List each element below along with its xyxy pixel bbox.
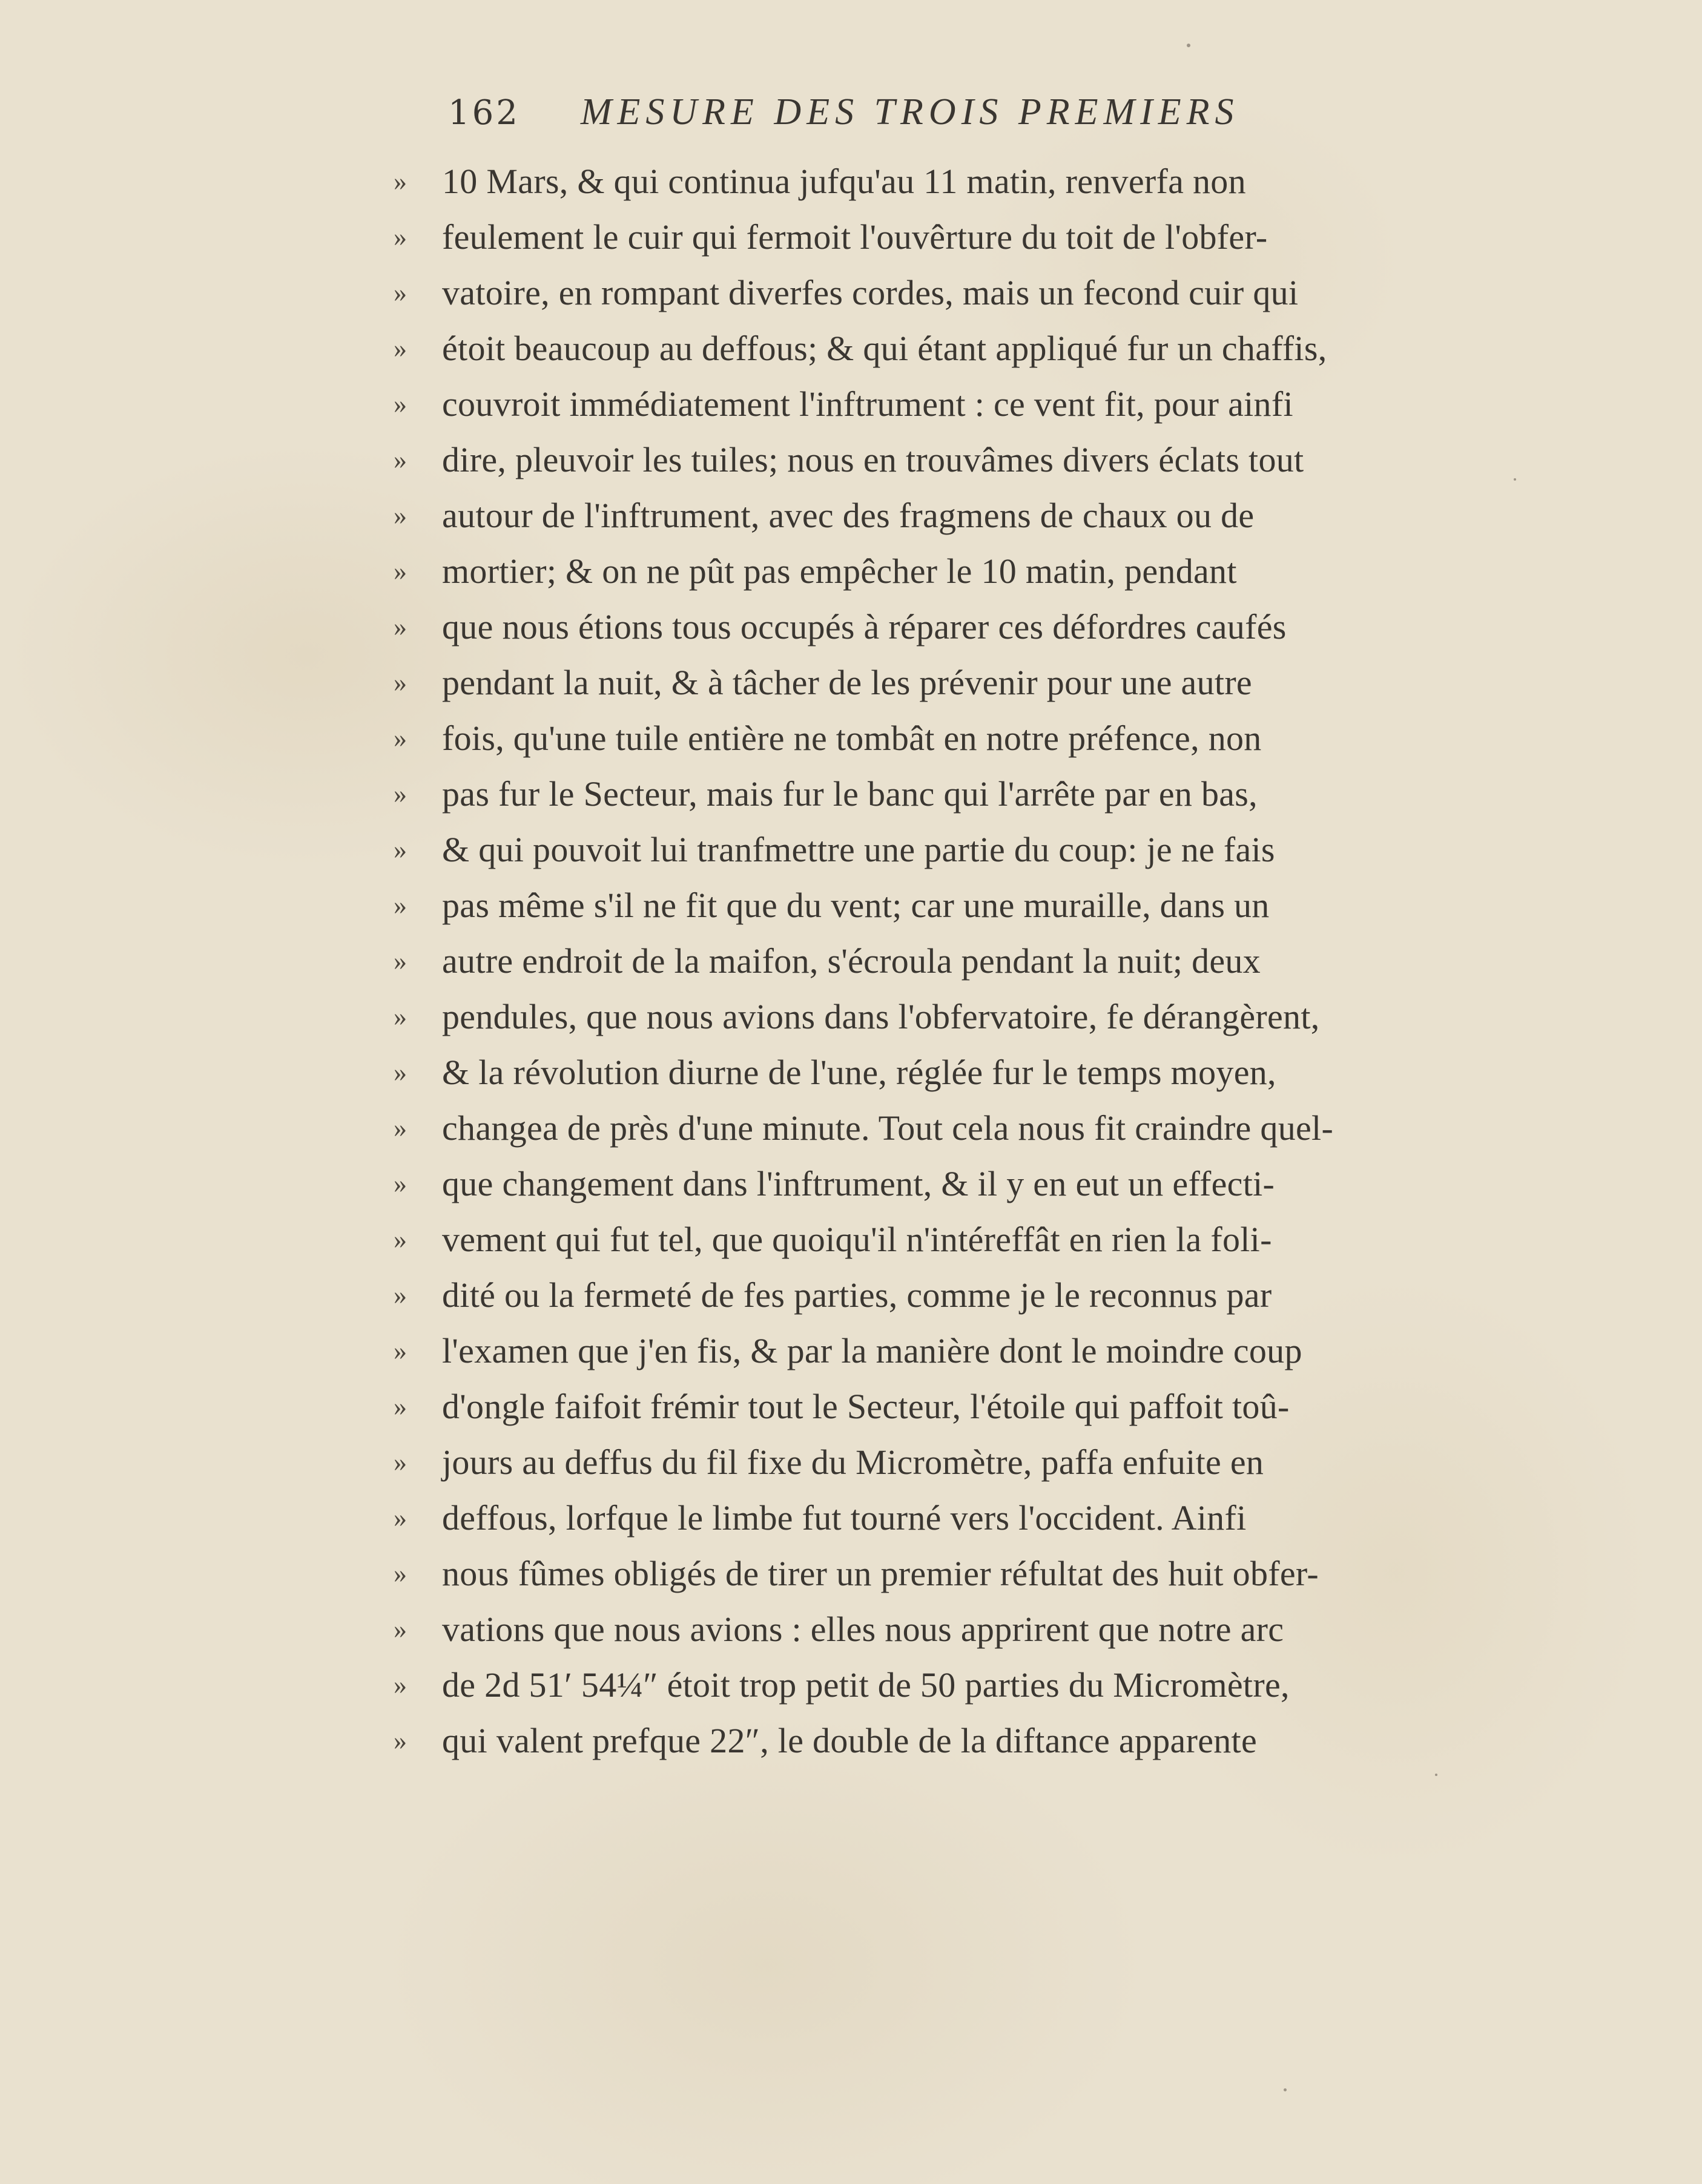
text-line-11 — [394, 711, 1435, 766]
line-text: autour de l'inftrument, avec des fragmens de chaux ou de — [442, 496, 1255, 535]
text-line-15 — [394, 933, 1435, 989]
text-line-23 — [394, 1379, 1435, 1435]
line-text: couvroit immédiatement l'inftrument : ce vent fit, pour ainfi — [442, 384, 1293, 424]
quotation-mark: » — [394, 278, 407, 308]
text-line-8 — [394, 544, 1435, 599]
quotation-mark: » — [394, 1670, 407, 1700]
quotation-mark: » — [394, 1169, 407, 1199]
quotation-mark: » — [394, 1225, 407, 1254]
quotation-mark: » — [394, 334, 407, 363]
line-text: autre endroit de la maifon, s'écroula pendant la nuit; deux — [442, 941, 1261, 981]
ink-speck — [1435, 1774, 1437, 1776]
text-line-6 — [394, 432, 1435, 488]
text-line-2 — [394, 209, 1435, 265]
quotation-mark: » — [394, 389, 407, 419]
ink-speck — [1284, 2088, 1287, 2091]
quotation-mark: » — [394, 1503, 407, 1533]
text-line-12 — [394, 766, 1435, 822]
running-title: MESURE DES TROIS PREMIERS — [580, 91, 1239, 133]
quotation-mark: » — [394, 1614, 407, 1644]
quotation-mark: » — [394, 668, 407, 697]
line-text: pas même s'il ne fit que du vent; car une muraille, dans un — [442, 886, 1270, 925]
line-text: que nous étions tous occupés à réparer ces défordres caufés — [442, 607, 1287, 646]
line-text: dité ou la fermeté de fes parties, comme je le reconnus par — [442, 1275, 1272, 1315]
line-text: & la révolution diurne de l'une, réglée fur le temps moyen, — [442, 1053, 1276, 1092]
line-text: d'ongle faifoit frémir tout le Secteur, l'étoile qui paffoit toû- — [442, 1387, 1290, 1426]
quotation-mark: » — [394, 1113, 407, 1143]
quotation-mark: » — [394, 1392, 407, 1421]
quotation-mark: » — [394, 445, 407, 475]
line-text: fois, qu'une tuile entière ne tombât en notre préfence, non — [442, 719, 1262, 758]
text-line-16 — [394, 989, 1435, 1045]
line-text: mortier; & on ne pût pas empêcher le 10 matin, pendant — [442, 551, 1237, 591]
text-line-25 — [394, 1490, 1435, 1546]
quotation-mark: » — [394, 1057, 407, 1087]
quotation-mark: » — [394, 1447, 407, 1477]
line-text: qui valent prefque 22″, le double de la diftance apparente — [442, 1721, 1257, 1760]
text-line-1 — [394, 154, 1435, 209]
text-line-9 — [394, 599, 1435, 655]
text-line-17 — [394, 1045, 1435, 1100]
text-line-18 — [394, 1100, 1435, 1156]
text-line-19 — [394, 1156, 1435, 1212]
line-text: dire, pleuvoir les tuiles; nous en trouvâmes divers éclats tout — [442, 440, 1304, 479]
line-text: que changement dans l'inftrument, & il y en eut un effecti- — [442, 1164, 1275, 1203]
line-text: pendant la nuit, & à tâcher de les prévenir pour une autre — [442, 663, 1252, 702]
text-line-28 — [394, 1657, 1435, 1713]
page-header — [448, 91, 1356, 145]
text-line-10 — [394, 655, 1435, 711]
line-text: nous fûmes obligés de tirer un premier réfultat des huit obfer- — [442, 1554, 1319, 1593]
line-text: vement qui fut tel, que quoiqu'il n'intéreffât en rien la foli- — [442, 1220, 1272, 1259]
text-line-5 — [394, 377, 1435, 432]
text-line-3 — [394, 265, 1435, 321]
text-line-24 — [394, 1435, 1435, 1490]
quotation-mark: » — [394, 612, 407, 642]
line-text: de 2d 51′ 54¼″ étoit trop petit de 50 parties du Micromètre, — [442, 1665, 1290, 1705]
quotation-mark: » — [394, 1336, 407, 1366]
line-text: vations que nous avions : elles nous apprirent que notre arc — [442, 1610, 1284, 1649]
line-text: étoit beaucoup au deffous; & qui étant appliqué fur un chaffis, — [442, 329, 1327, 368]
quotation-mark: » — [394, 1280, 407, 1310]
line-text: pendules, que nous avions dans l'obfervatoire, fe dérangèrent, — [442, 997, 1320, 1036]
line-text: pas fur le Secteur, mais fur le banc qui l'arrête par en bas, — [442, 774, 1258, 814]
text-line-14 — [394, 878, 1435, 933]
text-line-22 — [394, 1323, 1435, 1379]
page-number: 162 — [448, 93, 520, 133]
quotation-mark: » — [394, 835, 407, 864]
quotation-mark: » — [394, 779, 407, 809]
line-text: vatoire, en rompant diverfes cordes, mais un fecond cuir qui — [442, 273, 1299, 312]
ink-speck — [1187, 44, 1190, 47]
quotation-mark: » — [394, 222, 407, 252]
text-line-13 — [394, 822, 1435, 878]
line-text: 10 Mars, & qui continua jufqu'au 11 matin, renverfa non — [442, 162, 1246, 201]
line-text: & qui pouvoit lui tranfmettre une partie du coup: je ne fais — [442, 830, 1275, 869]
line-text: jours au deffus du fil fixe du Micromètre, paffa enfuite en — [442, 1442, 1264, 1482]
quotation-mark: » — [394, 890, 407, 920]
quotation-mark: » — [394, 501, 407, 530]
quotation-mark: » — [394, 1726, 407, 1755]
ink-speck — [1514, 478, 1516, 481]
quotation-mark: » — [394, 946, 407, 976]
text-line-4 — [394, 321, 1435, 377]
body-text — [394, 154, 1435, 1769]
text-line-21 — [394, 1268, 1435, 1323]
text-line-29 — [394, 1713, 1435, 1769]
line-text: deffous, lorfque le limbe fut tourné vers l'occident. Ainfi — [442, 1498, 1247, 1538]
line-text: feulement le cuir qui fermoit l'ouvêrture du toit de l'obfer- — [442, 217, 1268, 257]
quotation-mark: » — [394, 723, 407, 753]
text-line-27 — [394, 1602, 1435, 1657]
quotation-mark: » — [394, 556, 407, 586]
line-text: changea de près d'une minute. Tout cela nous fit craindre quel- — [442, 1108, 1334, 1148]
text-line-26 — [394, 1546, 1435, 1602]
quotation-mark: » — [394, 1002, 407, 1031]
quotation-mark: » — [394, 1559, 407, 1588]
line-text: l'examen que j'en fis, & par la manière dont le moindre coup — [442, 1331, 1302, 1370]
quotation-mark: » — [394, 166, 407, 196]
text-line-7 — [394, 488, 1435, 544]
text-line-20 — [394, 1212, 1435, 1268]
